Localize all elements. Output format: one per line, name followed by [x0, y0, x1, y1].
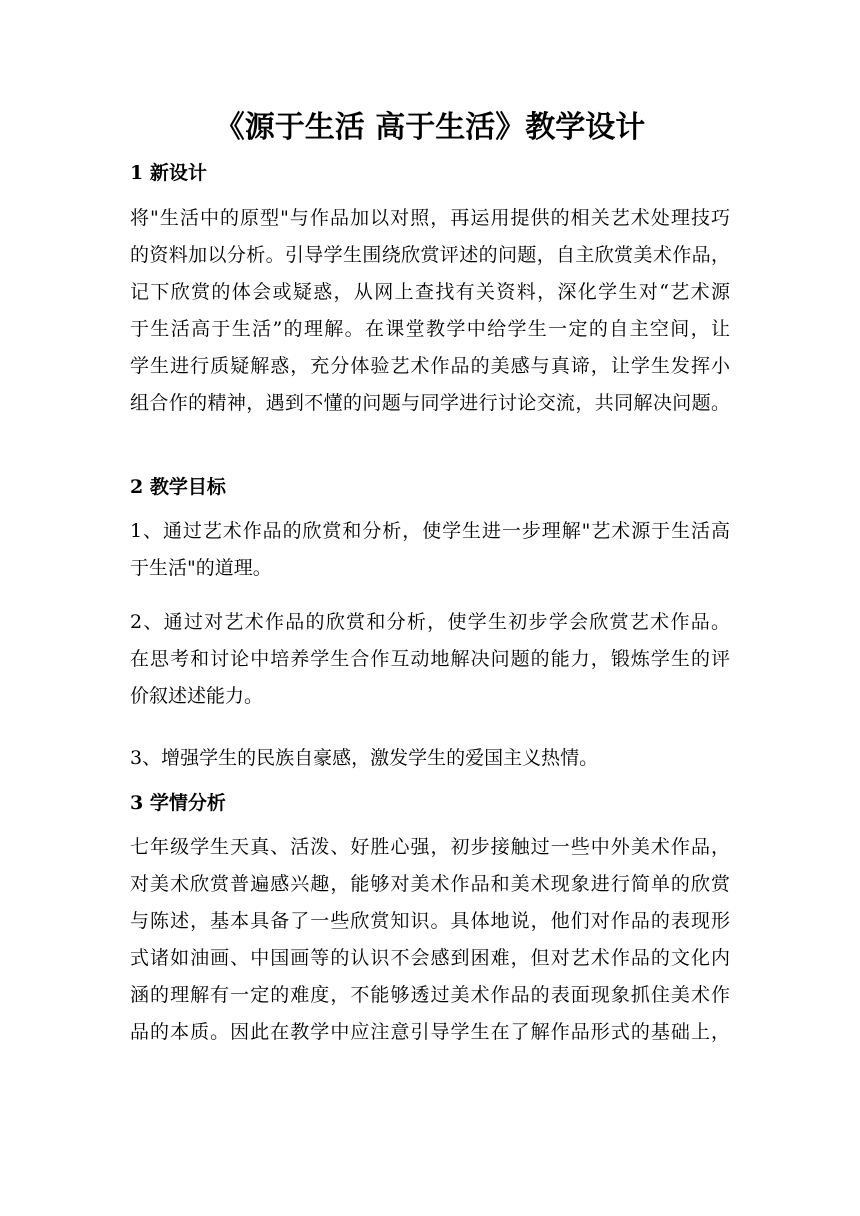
text-line: 组合作的精神，遇到不懂的问题与同学进行讨论交流，共同解决问题。	[130, 392, 730, 414]
section-heading-2: 2 教学目标	[130, 476, 226, 498]
text-line: 在思考和讨论中培养学生合作互动地解决问题的能力，锻炼学生的评	[130, 648, 730, 670]
document-title: 《源于生活 高于生活》教学设计	[214, 110, 646, 145]
text-line: 与陈述，基本具备了一些欣赏知识。具体地说，他们对作品的表现形	[130, 910, 730, 932]
text-line: 价叙述述能力。	[130, 685, 264, 707]
section-2-paragraph-2	[130, 604, 730, 715]
text-line: 品的本质。因此在教学中应注意引导学生在了解作品形式的基础上，	[130, 1021, 730, 1043]
text-line: 1、通过艺术作品的欣赏和分析，使学生进一步理解"艺术源于生活高	[130, 520, 730, 542]
text-line: 3、增强学生的民族自豪感，激发学生的爱国主义热情。	[130, 747, 599, 769]
text-line: 涵的理解有一定的难度，不能够透过美术作品的表面现象抓住美术作	[130, 984, 730, 1006]
text-line: 将"生活中的原型"与作品加以对照，再运用提供的相关艺术处理技巧	[130, 207, 730, 229]
text-line: 于生活"的道理。	[130, 557, 272, 579]
text-line: 对美术欣赏普遍感兴趣，能够对美术作品和美术现象进行简单的欣赏	[130, 873, 730, 895]
text-line: 学生进行质疑解惑，充分体验艺术作品的美感与真谛，让学生发挥小	[130, 355, 730, 377]
text-line: 七年级学生天真、活泼、好胜心强，初步接触过一些中外美术作品，	[130, 836, 730, 858]
text-line: 于生活高于生活”的理解。在课堂教学中给学生一定的自主空间，让	[130, 318, 730, 340]
section-1-paragraph-1	[130, 200, 730, 422]
text-line: 式诸如油画、中国画等的认识不会感到困难，但对艺术作品的文化内	[130, 947, 730, 969]
section-3-paragraph-1	[130, 829, 730, 1051]
section-2-paragraph-1	[130, 513, 730, 587]
text-line: 的资料加以分析。引导学生围绕欣赏评述的问题，自主欣赏美术作品，	[130, 244, 730, 266]
section-heading-3: 3 学情分析	[130, 792, 226, 814]
section-2-paragraph-3	[130, 740, 730, 777]
text-line: 记下欣赏的体会或疑惑，从网上查找有关资料，深化学生对“艺术源	[130, 281, 730, 303]
text-line: 2、通过对艺术作品的欣赏和分析，使学生初步学会欣赏艺术作品。	[130, 611, 730, 633]
section-heading-1: 1 新设计	[130, 162, 207, 184]
